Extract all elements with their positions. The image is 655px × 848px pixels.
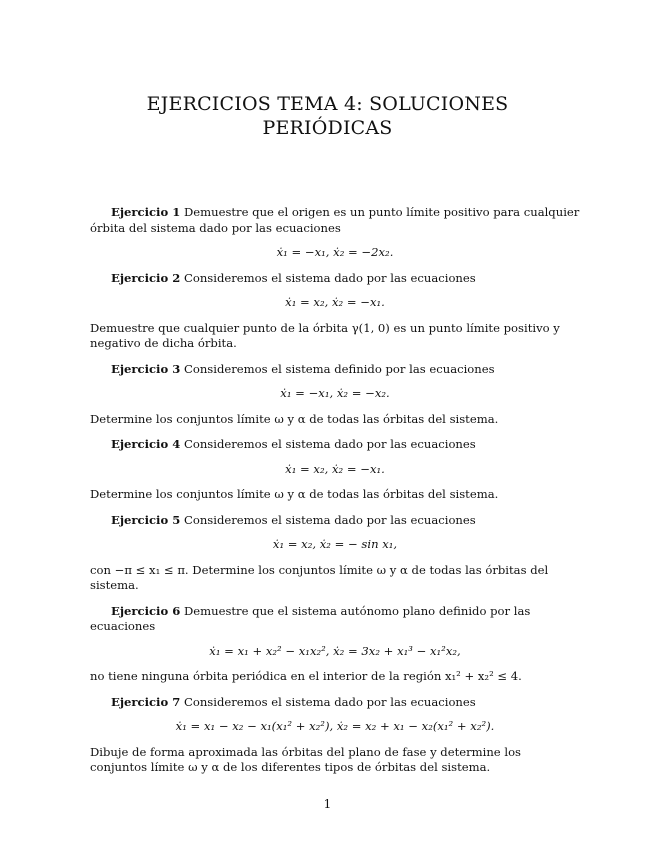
title-line-2: PERIÓDICAS (262, 117, 393, 139)
title-line-1: EJERCICIOS TEMA 4: SOLUCIONES (146, 93, 509, 115)
exercise-label: Ejercicio 7 (111, 694, 181, 709)
exercise-3-after: Determine los conjuntos límite ω y α de todas las órbitas del sistema. (90, 411, 499, 426)
exercise-text: Demuestre que el origen es un punto límite positivo para cualquier órbita del sistema dado por las ecuaciones (90, 205, 580, 235)
exercise-text: Consideremos el sistema dado por las ecuaciones (180, 694, 476, 709)
exercise-text: Consideremos el sistema dado por las ecuaciones (180, 437, 476, 451)
exercise-text: Demuestre que el sistema autónomo plano definido por las ecuaciones (90, 603, 531, 633)
exercise-1-intro (90, 205, 580, 236)
exercise-2-intro (90, 271, 580, 287)
exercise-5-intro (90, 513, 580, 529)
exercise-2-equation: ẋ₁ = x₂, ẋ₂ = −x₁. (285, 295, 385, 309)
exercise-4-equation: ẋ₁ = x₂, ẋ₂ = −x₁. (285, 461, 385, 476)
exercise-4-intro (90, 437, 580, 453)
exercise-label: Ejercicio 3 (111, 361, 181, 376)
exercise-6-equation: ẋ₁ = x₁ + x₂² − x₁x₂², ẋ₂ = 3x₂ + x₁³ − x₁²x₂, (209, 643, 461, 658)
exercise-label: Ejercicio 1 (111, 205, 181, 219)
page-title (0, 92, 655, 140)
exercise-label: Ejercicio 5 (111, 512, 181, 527)
exercise-text: Consideremos el sistema dado por las ecuaciones (180, 512, 476, 527)
exercise-6-intro (90, 604, 580, 635)
exercise-5-equation: ẋ₁ = x₂, ẋ₂ = − sin x₁, (272, 537, 398, 551)
exercise-label: Ejercicio 4 (111, 437, 181, 451)
exercise-1-equation: ẋ₁ = −x₁, ẋ₂ = −2x₂. (276, 245, 394, 259)
exercise-text: Consideremos el sistema dado por las ecuaciones (180, 270, 476, 285)
exercise-6-after: no tiene ninguna órbita periódica en el interior de la región x₁² + x₂² ≤ 4. (90, 669, 522, 683)
exercise-7-after: Dibuje de forma aproximada las órbitas del plano de fase y determine los conjuntos límite ω y α de los diferentes tipos de órbitas del sistema. (90, 744, 521, 774)
exercise-list (90, 205, 580, 776)
exercise-7-intro (90, 695, 580, 711)
exercise-3-intro (90, 362, 580, 378)
exercise-5-after: con −π ≤ x₁ ≤ π. Determine los conjuntos límite ω y α de todas las órbitas del sistema. (90, 562, 549, 592)
exercise-4-after: Determine los conjuntos límite ω y α de todas las órbitas del sistema. (90, 487, 499, 501)
exercise-label: Ejercicio 6 (111, 603, 181, 618)
exercise-text: Consideremos el sistema definido por las ecuaciones (180, 361, 495, 376)
exercise-7-equation: ẋ₁ = x₁ − x₂ − x₁(x₁² + x₂²), ẋ₂ = x₂ + x₁ − x₂(x₁² + x₂²). (175, 719, 495, 733)
page-number: 1 (323, 797, 332, 811)
exercise-3-equation: ẋ₁ = −x₁, ẋ₂ = −x₂. (280, 386, 390, 400)
exercise-2-after: Demuestre que cualquier punto de la órbita γ(1, 0) es un punto límite positivo y negativo de dicha órbita. (90, 320, 560, 350)
exercise-label: Ejercicio 2 (111, 270, 181, 285)
